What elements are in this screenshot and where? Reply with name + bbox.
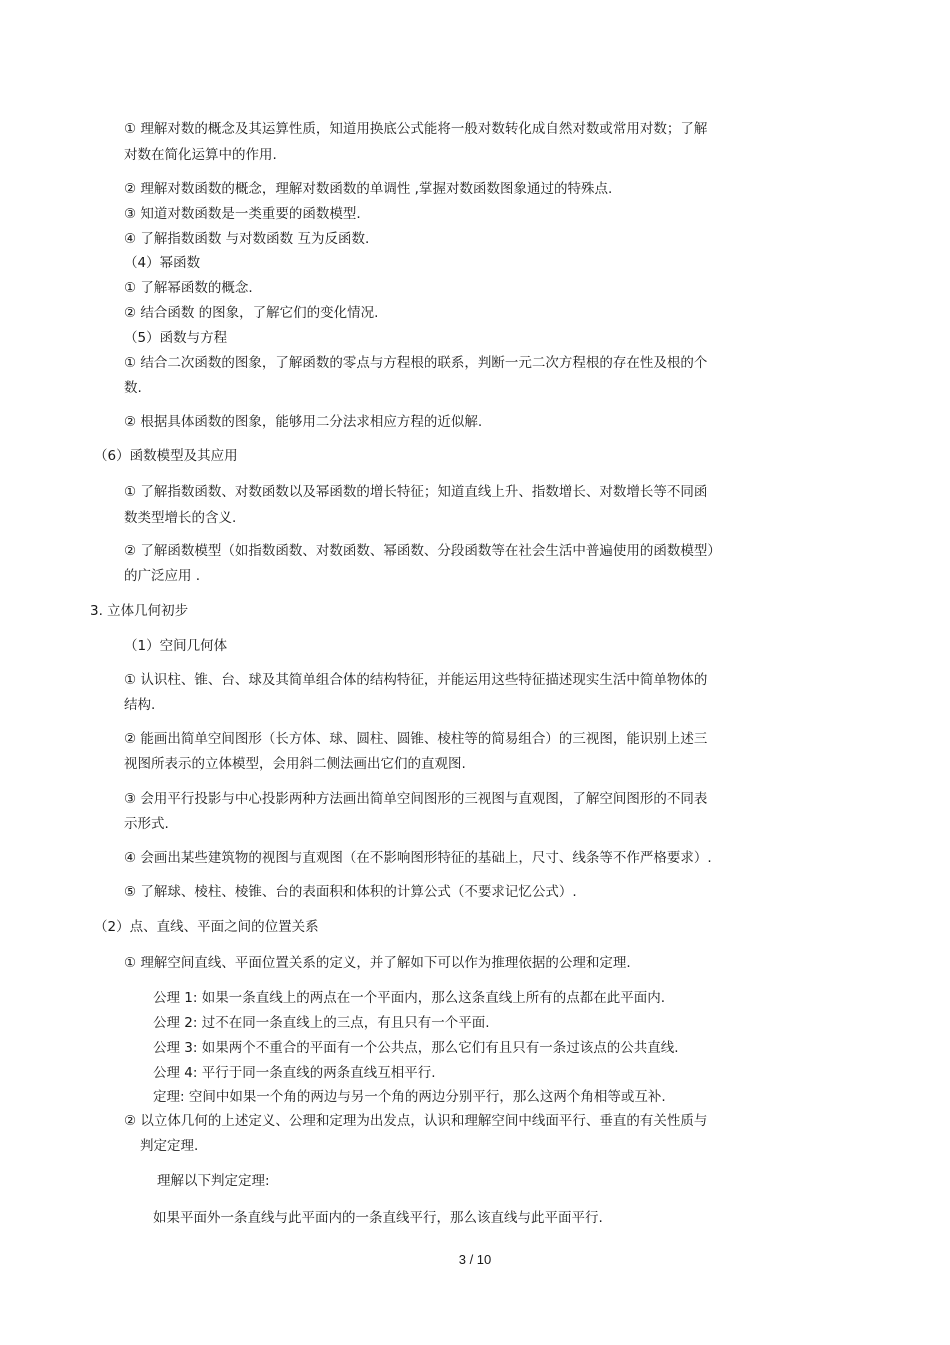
text-line: 视图所表示的立体模型，会用斜二侧法画出它们的直观图. (124, 756, 466, 772)
axiom-line: 公理 3: 如果两个不重合的平面有一个公共点，那么它们有且只有一条过该点的公共直线. (153, 1040, 679, 1056)
text-line: ② 理解对数函数的概念，理解对数函数的单调性 ,掌握对数函数图象通过的特殊点. (124, 181, 613, 197)
text-line: ① 了解指数函数、对数函数以及幂函数的增长特征；知道直线上升、指数增长、对数增长等不同函 (124, 484, 708, 500)
text-line: ② 结合函数 的图象，了解它们的变化情况. (124, 305, 379, 321)
section-heading: （4）幂函数 (124, 255, 201, 271)
text-line: ③ 知道对数函数是一类重要的函数模型. (124, 206, 361, 222)
text-line: ② 能画出简单空间图形（长方体、球、圆柱、圆锥、棱柱等的简易组合）的三视图，能识别上述三 (124, 731, 708, 747)
text-line: 理解以下判定定理: (157, 1173, 270, 1189)
axiom-line: 公理 4: 平行于同一条直线的两条直线互相平行. (153, 1065, 436, 1081)
text-line: ④ 了解指数函数 与对数函数 互为反函数. (124, 231, 370, 247)
text-line: ① 了解幂函数的概念. (124, 280, 253, 296)
section-heading: （5）函数与方程 (124, 330, 228, 346)
text-line: ③ 会用平行投影与中心投影两种方法画出简单空间图形的三视图与直观图，了解空间图形的不同表 (124, 791, 708, 807)
text-line: ① 结合二次函数的图象，了解函数的零点与方程根的联系，判断一元二次方程根的存在性及根的个 (124, 355, 708, 371)
section-heading: （2）点、直线、平面之间的位置关系 (94, 919, 319, 935)
text-line: 示形式. (124, 816, 169, 832)
text-line: 数. (124, 380, 142, 396)
text-line: 的广泛应用 . (124, 568, 201, 584)
section-heading: （1）空间几何体 (124, 638, 228, 654)
text-line: ② 根据具体函数的图象，能够用二分法求相应方程的近似解. (124, 414, 483, 430)
text-line: ① 理解对数的概念及其运算性质，知道用换底公式能将一般对数转化成自然对数或常用对数；了解 (124, 121, 708, 137)
text-line: ① 理解空间直线、平面位置关系的定义，并了解如下可以作为推理依据的公理和定理. (124, 955, 631, 971)
text-line: ② 以立体几何的上述定义、公理和定理为出发点，认识和理解空间中线面平行、垂直的有关性质与 (124, 1113, 708, 1129)
axiom-line: 公理 1: 如果一条直线上的两点在一个平面内，那么这条直线上所有的点都在此平面内. (153, 990, 666, 1006)
section-heading: （6）函数模型及其应用 (94, 448, 238, 464)
page-number: 3 / 10 (458, 1252, 492, 1267)
text-line: ⑤ 了解球、棱柱、棱锥、台的表面积和体积的计算公式（不要求记忆公式）. (124, 884, 577, 900)
theorem-line: 定理: 空间中如果一个角的两边与另一个角的两边分别平行，那么这两个角相等或互补. (153, 1089, 666, 1105)
text-line: ② 了解函数模型（如指数函数、对数函数、幂函数、分段函数等在社会生活中普遍使用的函数模型） (124, 543, 721, 559)
text-line: 判定定理. (140, 1138, 199, 1154)
text-line: ④ 会画出某些建筑物的视图与直观图（在不影响图形特征的基础上，尺寸、线条等不作严格要求）. (124, 850, 712, 866)
chapter-heading: 3. 立体几何初步 (90, 603, 189, 619)
text-line: 如果平面外一条直线与此平面内的一条直线平行，那么该直线与此平面平行. (153, 1210, 603, 1226)
text-line: 数类型增长的含义. (124, 510, 237, 526)
axiom-line: 公理 2: 过不在同一条直线上的三点，有且只有一个平面. (153, 1015, 490, 1031)
text-line: 结构. (124, 697, 156, 713)
text-line: 对数在简化运算中的作用. (124, 147, 277, 163)
text-line: ① 认识柱、锥、台、球及其简单组合体的结构特征，并能运用这些特征描述现实生活中简单物体的 (124, 672, 708, 688)
